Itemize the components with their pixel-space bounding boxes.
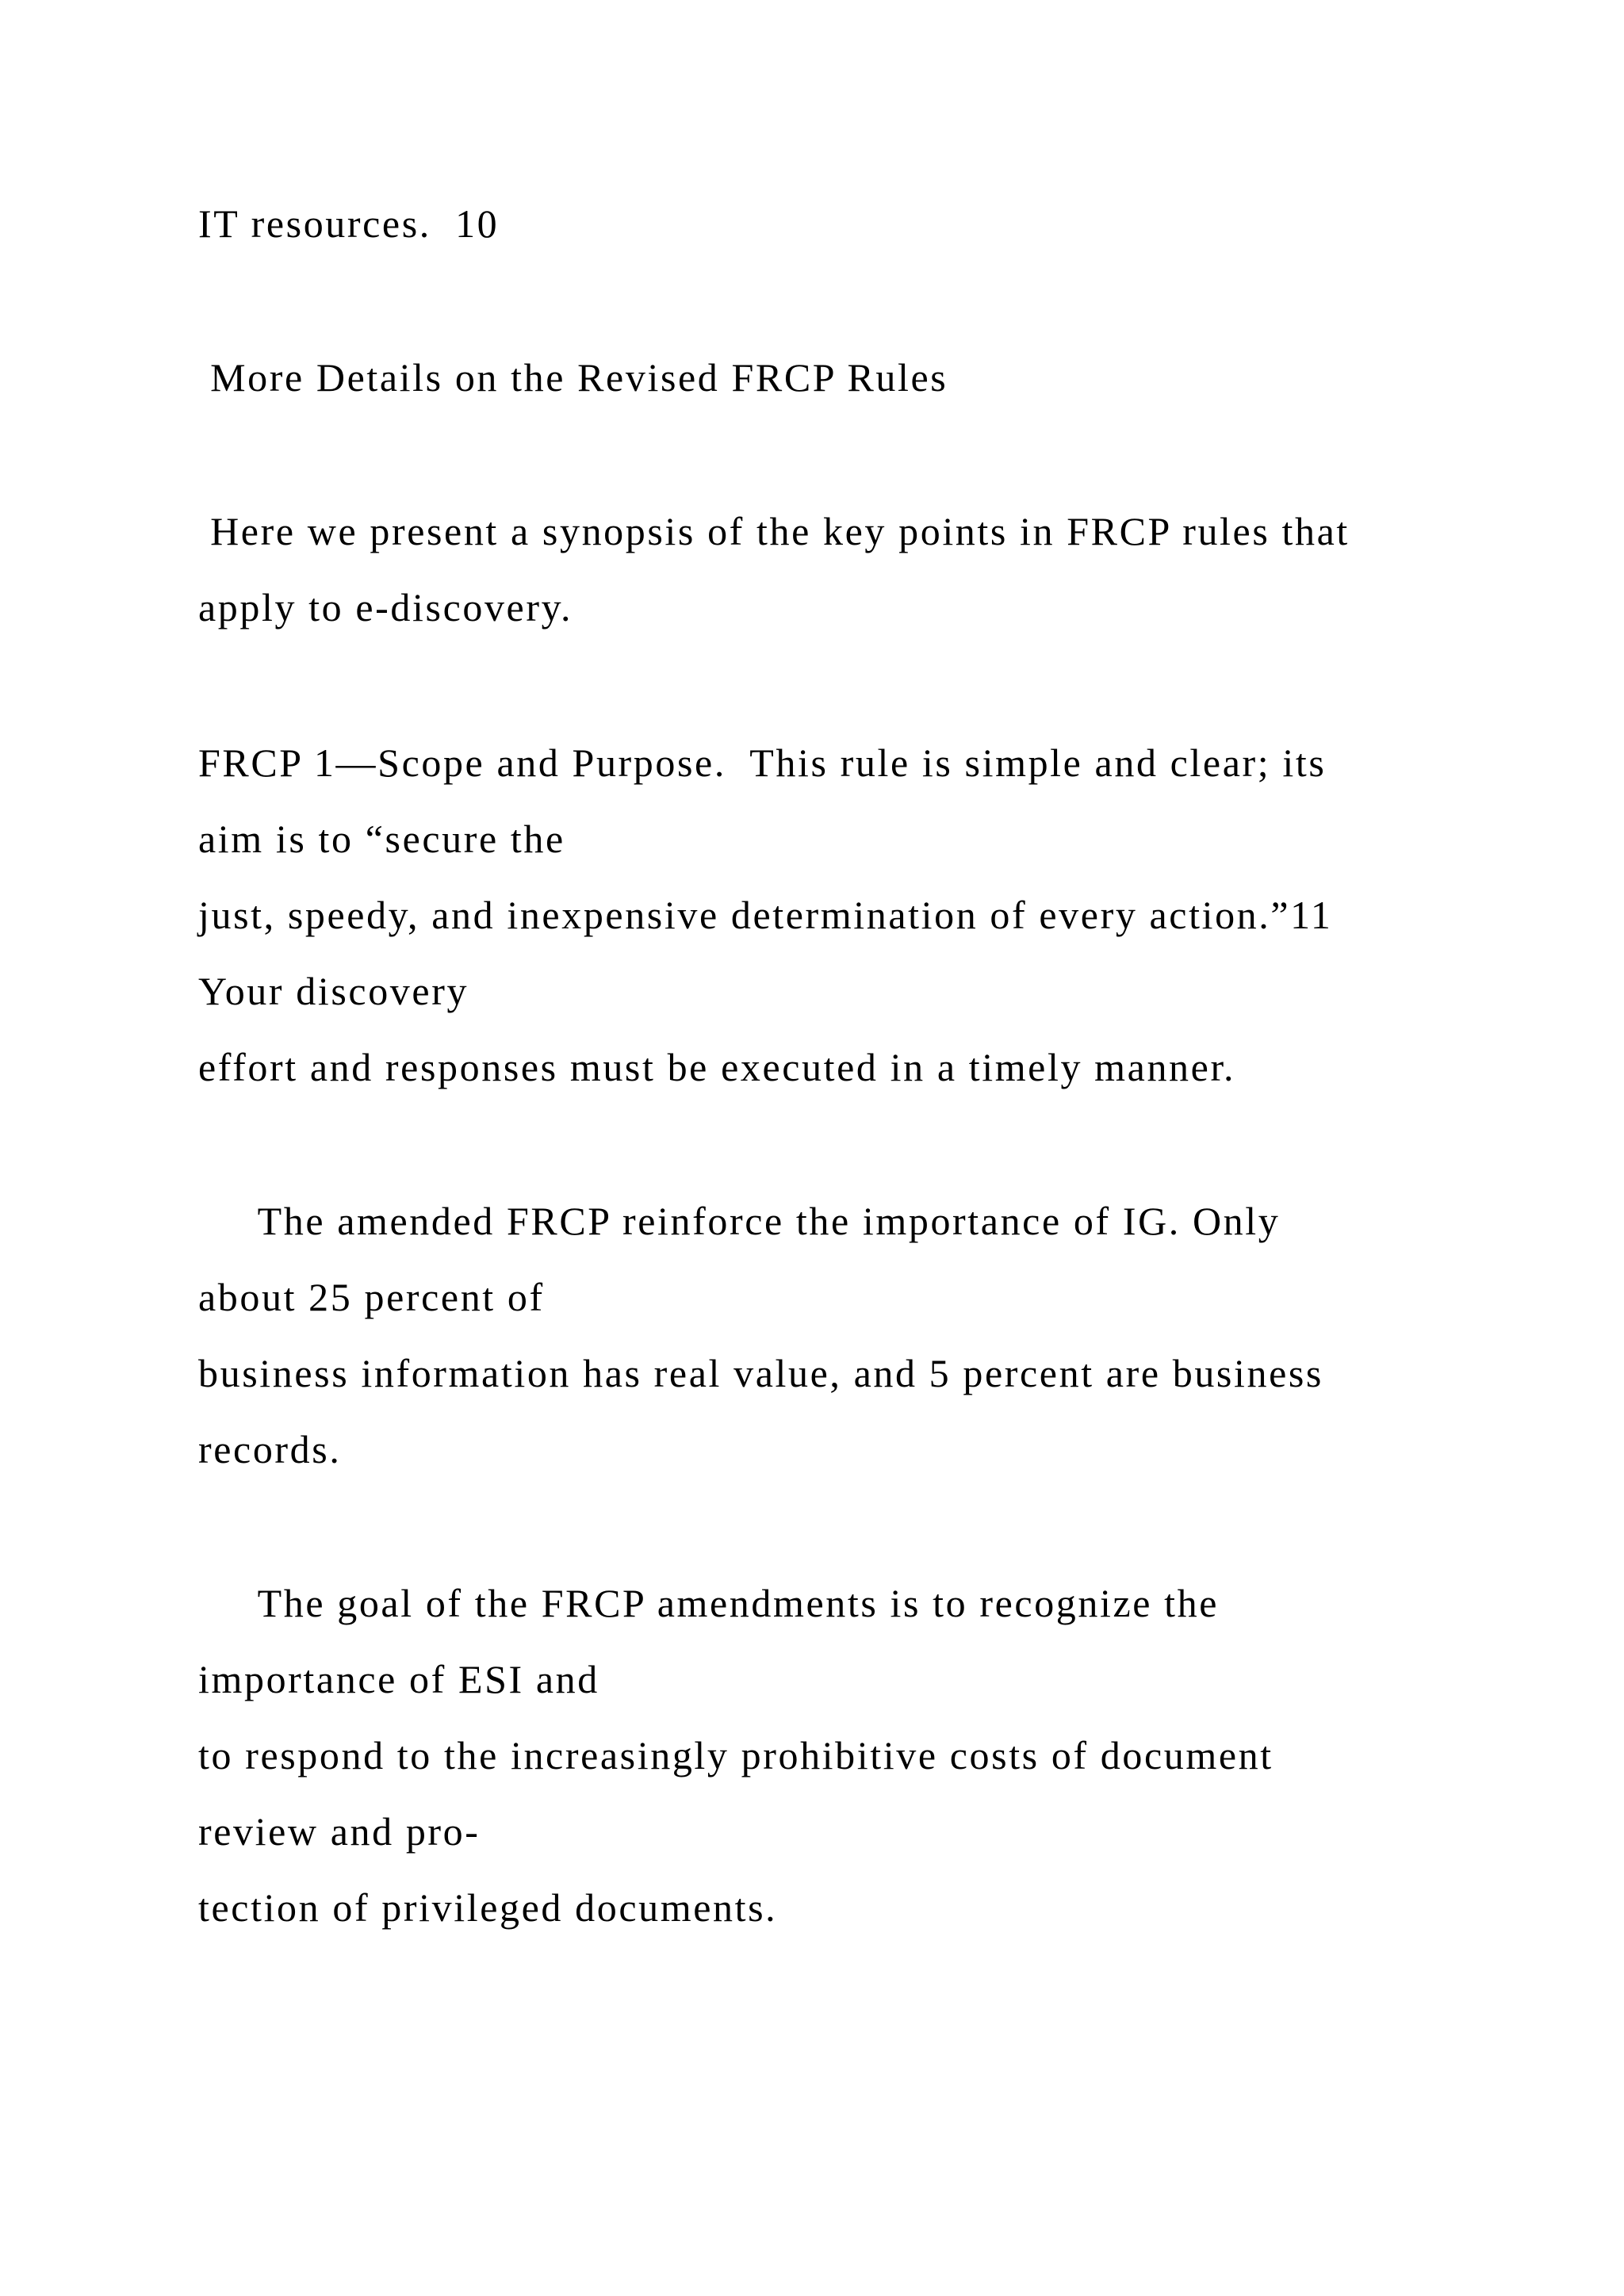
text-line-goal-5: tection of privileged documents. <box>198 1885 778 1930</box>
text-line-goal-3: to respond to the increasingly prohibitive costs of document <box>198 1733 1274 1777</box>
text-line-it-resources: IT resources. 10 <box>198 201 500 246</box>
section-heading: More Details on the Revised FRCP Rules <box>198 355 948 400</box>
text-line-frcp1-5: effort and responses must be executed in a timely manner. <box>198 1045 1236 1089</box>
text-line-ig-3: business information has real value, and 5 percent are business <box>198 1351 1323 1395</box>
text-line-goal-4: review and pro- <box>198 1809 481 1854</box>
text-line-goal-2: importance of ESI and <box>198 1657 599 1701</box>
text-line-frcp1-1: FRCP 1—Scope and Purpose. This rule is simple and clear; its <box>198 740 1327 785</box>
text-line-intro-2: apply to e-discovery. <box>198 585 573 629</box>
text-line-ig-4: records. <box>198 1427 342 1471</box>
text-line-intro-1: Here we present a synopsis of the key points in FRCP rules that <box>198 509 1350 553</box>
text-line-goal-1: The goal of the FRCP amendments is to recognize the <box>198 1581 1220 1625</box>
text-line-frcp1-3: just, speedy, and inexpensive determination of every action.”11 <box>198 893 1333 937</box>
text-line-ig-1: The amended FRCP reinforce the importance of IG. Only <box>198 1199 1281 1243</box>
text-line-frcp1-2: aim is to “secure the <box>198 817 565 861</box>
text-line-frcp1-4: Your discovery <box>198 969 469 1013</box>
text-line-ig-2: about 25 percent of <box>198 1275 545 1319</box>
